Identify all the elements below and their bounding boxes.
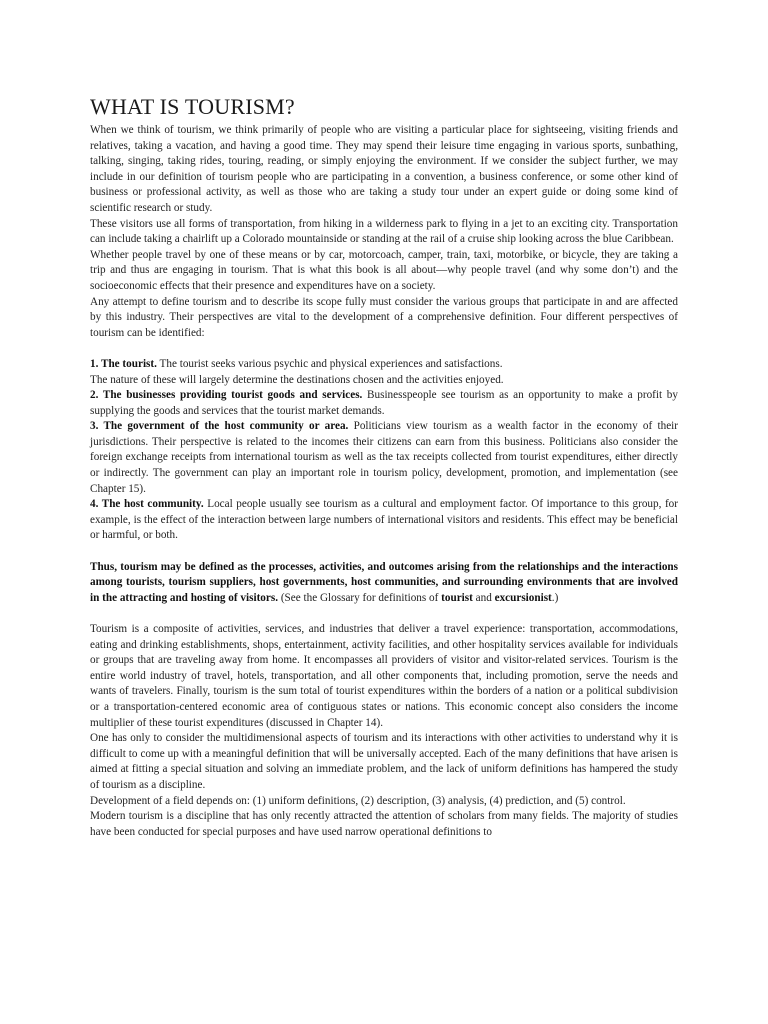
body-paragraph: Development of a field depends on: (1) uniform definitions, (2) description, (3) analysis, (4) prediction, and (5) control. xyxy=(90,794,626,807)
perspective-heading: 2. The businesses providing tourist goods and services. xyxy=(90,389,363,402)
definition-and: and xyxy=(472,591,495,604)
intro-paragraph: When we think of tourism, we think primarily of people who are visiting a particular place for sightseeing, visiting friends and relatives, taking a vacation, and having a good time. They may spend their leisure time engaging in various sports, sunbathing, talking, singing, taking rides, touring, reading, or simply enjoying the environment. If we consider the subject further, we may include in our definition of tourism people who are participating in a convention, a business conference, or some other kind of business or professional activity, as well as those who are taking a study tour under an expert guide or doing some kind of scientific research or study. xyxy=(90,124,678,214)
perspective-heading: 4. The host community. xyxy=(90,498,204,511)
perspective-heading: 1. The tourist. xyxy=(90,357,157,370)
tourism-definition xyxy=(90,560,678,607)
perspective-heading: 3. The government of the host community or area. xyxy=(90,420,349,433)
intro-paragraph: Any attempt to define tourism and to describe its scope fully must consider the various groups that participate in and are affected by this industry. Their perspectives are vital to the development of a comprehensive definition. Four different perspectives of tourism can be identified: xyxy=(90,295,678,339)
definition-term-tourist: tourist xyxy=(441,591,473,604)
definition-term-excursionist: excursionist xyxy=(494,591,552,604)
intro-paragraph: Whether people travel by one of these means or by car, motorcoach, camper, train, taxi, motorbike, or bicycle, they are taking a trip and thus are engaging in tourism. That is what this book is all about—why people travel (and why some don’t) and the socioeconomic effects that their presence and expenditures have on a society. xyxy=(90,248,678,292)
perspective-text: The tourist seeks various psychic and physical experiences and satisfactions. xyxy=(156,357,503,370)
definition-bold-text: Thus, tourism may be defined as the processes, activities, and outcomes arising from the relationships and the interactions among tourists, tourism suppliers, host governments, host communities, and surrounding environments that are involved in the attracting and hosting of visitors. xyxy=(90,560,678,604)
perspective-text: Politicians view tourism as a wealth factor in the economy of their jurisdictions. Their perspective is related to the incomes their citizens can earn from this business. Politicians also consider the foreign exchange receipts from international tourism as well as the tax receipts collected from tourist expenditures, either directly or indirectly. The government can play an important role in tourism policy, development, promotion, and implementation (see Chapter 15). xyxy=(90,420,678,495)
perspective-tourist-note: The nature of these will largely determine the destinations chosen and the activities enjoyed. xyxy=(90,373,504,386)
perspective-host-community xyxy=(90,497,678,544)
paragraph-gap xyxy=(90,544,678,560)
paragraph-gap xyxy=(90,606,678,622)
perspective-government xyxy=(90,419,678,497)
paragraph-gap xyxy=(90,341,678,357)
body-paragraph: Tourism is a composite of activities, services, and industries that deliver a travel experience: transportation, accommodations, eating and drinking establishments, shops, entertainment, activity facilities, and other hospitality services available for individuals or groups that are traveling away from home. It encompasses all providers of visitor and visitor-related services. Tourism is the entire world industry of travel, hotels, transportation, and all other components that, including promotion, serve the needs and wants of travelers. Finally, tourism is the sum total of tourist expenditures within the borders of a nation or a political subdivision or a transportation-centered economic area of contiguous states or nations. This economic concept also considers the income multiplier of these tourist expenditures (discussed in Chapter 14). xyxy=(90,623,678,729)
perspective-text: Businesspeople see tourism as an opportunity to make a profit by supplying the goods and services that the tourist market demands. xyxy=(90,389,678,417)
body-paragraph: Modern tourism is a discipline that has only recently attracted the attention of scholars from many fields. The majority of studies have been conducted for special purposes and have used narrow operational definitions to xyxy=(90,810,678,838)
intro-paragraph: These visitors use all forms of transportation, from hiking in a wilderness park to flying in a jet to an exciting city. Transportation can include taking a chairlift up a Colorado mountainside or standing at the rail of a cruise ship looking across the blue Caribbean. xyxy=(90,217,678,246)
page-title: WHAT IS TOURISM? xyxy=(90,94,295,119)
perspective-tourist xyxy=(90,357,678,373)
body-paragraph: One has only to consider the multidimensional aspects of tourism and its interactions with other activities to understand why it is difficult to come up with a meaningful definition that will be universally accepted. Each of the many definitions that have arisen is aimed at fitting a special situation and solving an immediate problem, and the lack of uniform definitions has hampered the study of tourism as a discipline. xyxy=(90,732,678,791)
definition-see-glossary: (See the Glossary for definitions of xyxy=(278,591,442,604)
perspective-text: Local people usually see tourism as a cultural and employment factor. Of importance to this group, for example, is the effect of the interaction between large numbers of international visitors and residents. This effect may be beneficial or harmful, or both. xyxy=(90,498,679,542)
perspective-businesses xyxy=(90,388,678,419)
definition-end: .) xyxy=(551,591,559,604)
